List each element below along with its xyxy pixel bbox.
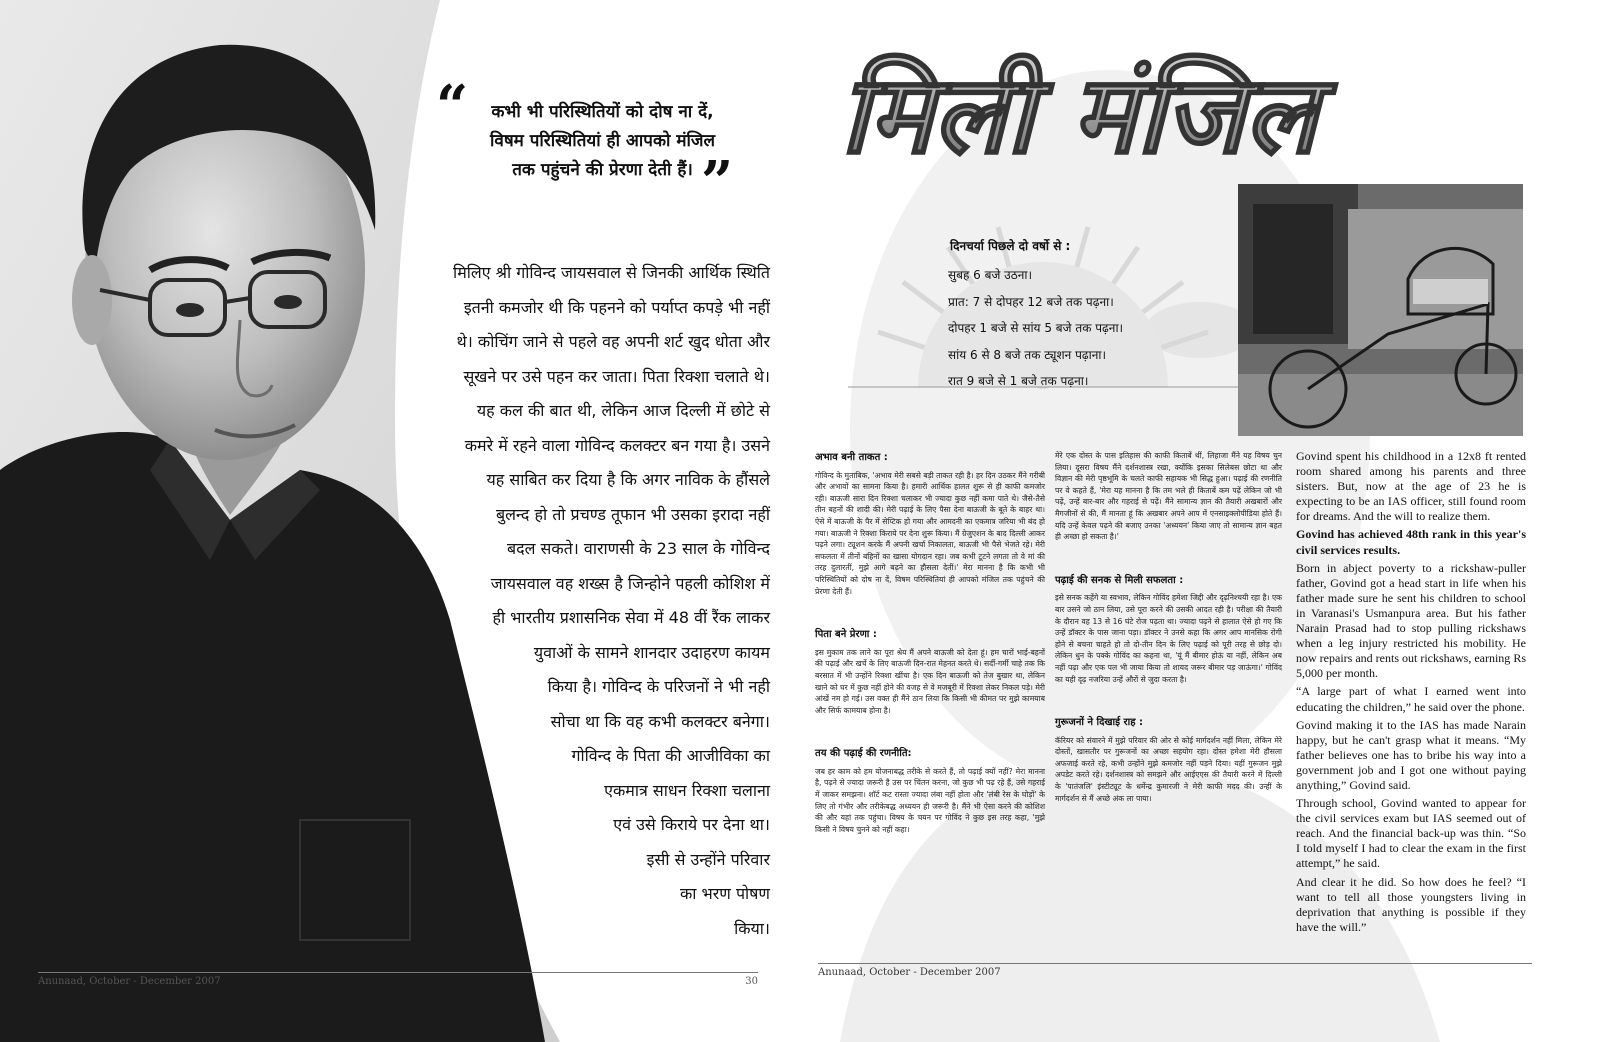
intro-line: सूखने पर उसे पहन कर जाता। पिता रिक्शा चलाते थे। [463,366,770,386]
intro-line: किया। [734,918,770,938]
section-heading: तय की पढ़ाई की रणनीति: [815,748,912,760]
article-column-2 [1055,450,1282,814]
page-number: 30 [745,976,758,987]
intro-line: एकमात्र साधन रिक्शा चलाना [604,780,770,800]
article-column-1 [815,452,1045,845]
intro-line: इतनी कमजोर थी कि पहनने को पर्याप्त कपड़े भी नहीं [463,297,770,317]
intro-line: गोविन्द के पिता की आजीविका का [571,746,770,765]
article-title [830,40,1560,180]
routine-item: रात 9 बजे से 1 बजे तक पढ़ना। [948,374,1089,388]
routine-item: प्रात: 7 से दोपहर 12 बजे तक पढ़ना। [948,294,1114,309]
left-page-footer [38,972,758,987]
section-body: इसे सनक कहेंगे या स्वभाव, लेकिन गोविंद हमेशा जिद्दी और दृढ़निश्चयी रहा है। एक बार उसने जो ठान लिया, उसे पूरा करने की उसकी आदत रही है। परीक्षा की तैयारी के दौरान वह 13 से 16 घंटे रोज पढ़ता था। ज्यादा पढ़ने से हालात ऐसे हो गए कि उन्हें डॉक्टर के पास जाना पड़ा। डॉक्टर ने उनसे कहा कि अगर आप मानसिक रोगी होने से बचना चाहते हो तो दो-तीन दिन के लिए पढ़ाई को पूरी तरह से छोड़ दो। लेकिन धुन के पक्के गोविंद का कहना था, 'यूं मैं बीमार होऊं या नहीं, लेकिन अब नहीं पढ़ा और एक पल भी जाया किया तो शायद जरूर बीमार पड़ जाऊंगा।' गोविंद का यही दृढ़ नजरिया उन्हें औरों से जुदा करता है। [1055,593,1282,684]
section-body: गोविन्द के मुताबिक, 'अभाव मेरी सबसे बड़ी ताकत रही है। हर दिन उठकर मैंने गरीबी और अभावों का सामना किया है। हमारी आर्थिक हालत शुरू से ही काफी कमजोर रही। बाऊजी सारा दिन रिक्शा चलाकर भी ज्यादा कुछ नहीं कमा पाते थे। जैसे-तैसे तीन बहनों की शादी की। मेरी पढ़ाई के लिए पैसा देना बाऊजी के बूते के बाहर था। ऐसे में बाऊजी के पैर में सेप्टिक हो गया और आमदनी का एकमात्र जरिया भी बंद हो गया। बाऊजी ने रिक्शा किराये पर देना शुरू किया। मैं ग्रेजुएशन के बाद दिल्ली आकर पढ़ने लगा। ट्यूशन करके मैं अपनी खर्चा निकालता, बाऊजी भी पैसे भेजते रहे। मेरी सफलता में तीनों बहिनों का खासा योगदान रहा। जब कभी टूटने लगता तो वे मां की तरह दुलारतीं, मुझे आगे बढ़ने का हौसला देतीं।' मेरा मानना है कि कभी भी परिस्थितियों को दोष ना दें, विषम परिस्थितियां ही आपको मंजिल तक पहुंचने की प्रेरणा देती हैं। [815,470,1045,596]
intro-line: का भरण पोषण [679,884,770,903]
intro-line: जायसवाल वह शख्स है जिन्होने पहली कोशिश में [490,573,770,593]
intro-body-text [390,256,770,946]
routine-item: सांय 6 से 8 बजे तक ट्यूशन पढ़ाना। [948,347,1107,362]
english-paragraph: Born in abject poverty to a rickshaw-puller father, Govind got a head start in life when his father made sure he sent his children to school in Varanasi's Usmanpura area. But his father Narain Prasad had to stop pulling rickshaws when a leg injury restricted his mobility. He now repairs and rents out rickshaws, earning Rs 5,000 per month. [1296,560,1526,681]
intro-line: ही भारतीय प्रशासनिक सेवा में 48 वीं रैंक लाकर [492,608,770,627]
pull-quote-line: तक पहुंचने की प्रेरणा देती हैं। [512,160,693,180]
right-footer-publication: Anunaad, October - December 2007 [818,967,1001,978]
left-footer-publication: Anunaad, October - December 2007 [38,976,221,987]
routine-item: सुबह 6 बजे उठना। [948,268,1033,282]
routine-item: दोपहर 1 बजे से सांय 5 बजे तक पढ़ना। [948,321,1124,335]
english-paragraph: And clear it he did. So how does he feel? “I want to tell all those youngsters living in deprivation that anything is possible if they have the will.” [1296,874,1526,934]
right-page-footer [818,963,1532,978]
section-body: कॅरियर को संवारने में मुझे परिवार की ओर से कोई मार्गदर्शन नहीं मिला, लेकिन मेरे दोस्तों, खासतौर पर गुरूजनों का अच्छा सहयोग रहा। दोस्त हमेशा मेरी हौसला अफजाई करते रहे, कभी उन्होंने मुझे कमजोर नहीं पड़ने दिया। यहीं गुरूजन मुझे अपडेट करते रहे। दर्शनशास्त्र को समझने और आईएएस की तैयारी करने में दिल्ली के 'पातंजलि' इंस्टीट्यूट के धर्मेन्द्र कुमारजी ने मेरी काफी मदद की। उन्हीं के मार्गदर्शन से मैं अच्छे अंक ला पाया। [1055,735,1282,803]
close-quote-mark: ” [701,149,734,215]
english-paragraph: Through school, Govind wanted to appear for the civil services exam but IAS seemed out of reach. And the financial back-up was thin. “So I told myself I had to clear the exam in the first attempt,” he said. [1296,796,1526,871]
intro-line: एवं उसे किराये पर देना था। [613,815,770,834]
routine-list [948,262,1123,395]
pull-quote-line: विषम परिस्थितियां ही आपको मंजिल [489,131,716,151]
section-heading: पढ़ाई की सनक से मिली सफलता : [1055,574,1184,586]
section-heading: गुरूजनों ने दिखाई राह : [1055,717,1144,729]
article-title-text: मिली मंजिल [840,53,1318,178]
intro-line: इसी से उन्होंने परिवार [646,849,770,869]
intro-line: कमरे में रहने वाला गोविन्द कलक्टर बन गया है। उसने [464,435,770,455]
intro-line: सोचा था कि वह कभी कलक्टर बनेगा। [550,711,770,731]
intro-line: युवाओं के सामने शानदार उदाहरण कायम [533,642,770,662]
pull-quote-line: कभी भी परिस्थितियों को दोष ना दें, [491,102,714,122]
intro-line: बुलन्द हो तो प्रचण्ड तूफान भी उसका इरादा नहीं [495,504,770,524]
routine-heading: दिनचर्या पिछले दो वर्षो से : [950,239,1071,253]
english-paragraph: “A large part of what I earned went into educating the children,” he said over the phone. [1296,684,1526,714]
section-heading: पिता बने प्रेरणा : [815,629,877,641]
intro-line: यह कल की बात थी, लेकिन आज दिल्ली में छोटे से [476,401,770,420]
rickshaw-photo [1238,184,1523,436]
english-paragraph: Govind has achieved 48th rank in this year's civil services results. [1296,527,1526,557]
english-paragraph: Govind spent his childhood in a 12x8 ft rented room shared among his parents and three sisters. But, now at the age of 23 he is expecting to be an IAS officer, still found room for dreams. And the will to realize them. [1296,449,1526,524]
section-body: मेरे एक दोस्त के पास इतिहास की काफी किताबें थीं, लिहाजा मैंने यह विषय चुन लिया। दूसरा विषय मैंने दर्शनशास्त्र रखा, क्योंकि इसका सिलेबस छोटा था और विज्ञान की मेरी पृष्ठभूमि के चलते काफी सहायक भी सिद्ध हुआ। पढ़ाई की रणनीति पर वे कहते हैं, 'मेरा यह मानना है कि तम भले ही किताबें कम पढ़ें लेकिन जो भी पढ़ें, उन्हें बार-बार और गहराई से पढ़ें। मैंने सामान्य ज्ञान की तैयारी अखबारों और मैगजीनों से की, मैं मानता हूं कि अखबार अपने आप में एनसाइक्लोपीडिया होते हैं। यदि उन्हें केवल पढ़ने की बजाए उनका 'अध्ययन' किया जाए तो सामान्य ज्ञान बहत ही अच्छा हो सकता है।' [1055,451,1282,542]
open-quote-mark: “ [436,73,469,139]
section-heading: अभाव बनी ताकत : [815,452,888,463]
section-body: इस मुकाम तक लाने का पूरा श्रेय मैं अपने बाऊजी को देता हूं। हम चारों भाई-बहनों की पढ़ाई और खर्चे के लिए बाऊजी दिन-रात मेहनत करते थे। सर्दी-गर्मी चाहे तक कि बरसात में भी उन्होंने रिक्शा खींचा है। एक दिन बाऊजी को तेज बुखार था, लेकिन खाने को घर में कुछ नहीं होने की वजह से वे मजबूरी में रिक्शा लेकर निकल पड़े। मेरी आंखें नम हो गई। उस वक्त ही मैंने ठान लिया कि किसी भी कीमत पर मुझे कामयाब और सिर्फ कामयाब होना है। [815,647,1045,715]
intro-line: बदल सकते। वाराणसी के 23 साल के गोविन्द [506,539,770,558]
intro-line: मिलिए श्री गोविन्द जायसवाल से जिनकी आर्थिक स्थिति [453,263,770,282]
english-column [1296,449,1526,938]
intro-line: थे। कोचिंग जाने से पहले वह अपनी शर्ट खुद धोता और [456,332,770,351]
intro-line: किया है। गोविन्द के परिजनों ने भी नही [547,677,770,696]
section-body: जब हर काम को हम योजनाबद्ध तरीके से करते हैं, तो पढ़ाई क्यों नहीं? मेरा मानना है, पढ़ने से ज्यादा जरूरी है उस पर चिंतन करना, जो कुछ भी पढ़ रहे हैं, उसे गहराई में जाकर समझना। शॉर्ट कट रास्ता ज्यादा लंबा नहीं होता और 'लंबी रेस के घोड़ों' के लिए तो गंभीर और तरीकेबद्ध अध्ययन ही जरूरी है। मैंने भी ऐसा करने की कोशिश की और यहां तक पहुंचा। विषय के चयन पर गोविंद ने कुछ इस तरह कहा, 'मुझे किसी ने विषय चुनने को नहीं कहा। [815,766,1045,834]
english-paragraph: Govind making it to the IAS has made Narain happy, but he can't grasp what it means. “My father believes one has to bribe his way into a government job and I got one without paying anything,” Govind said. [1296,717,1526,792]
intro-line: यह साबित कर दिया है कि अगर नाविक के हौंसले [486,470,770,489]
